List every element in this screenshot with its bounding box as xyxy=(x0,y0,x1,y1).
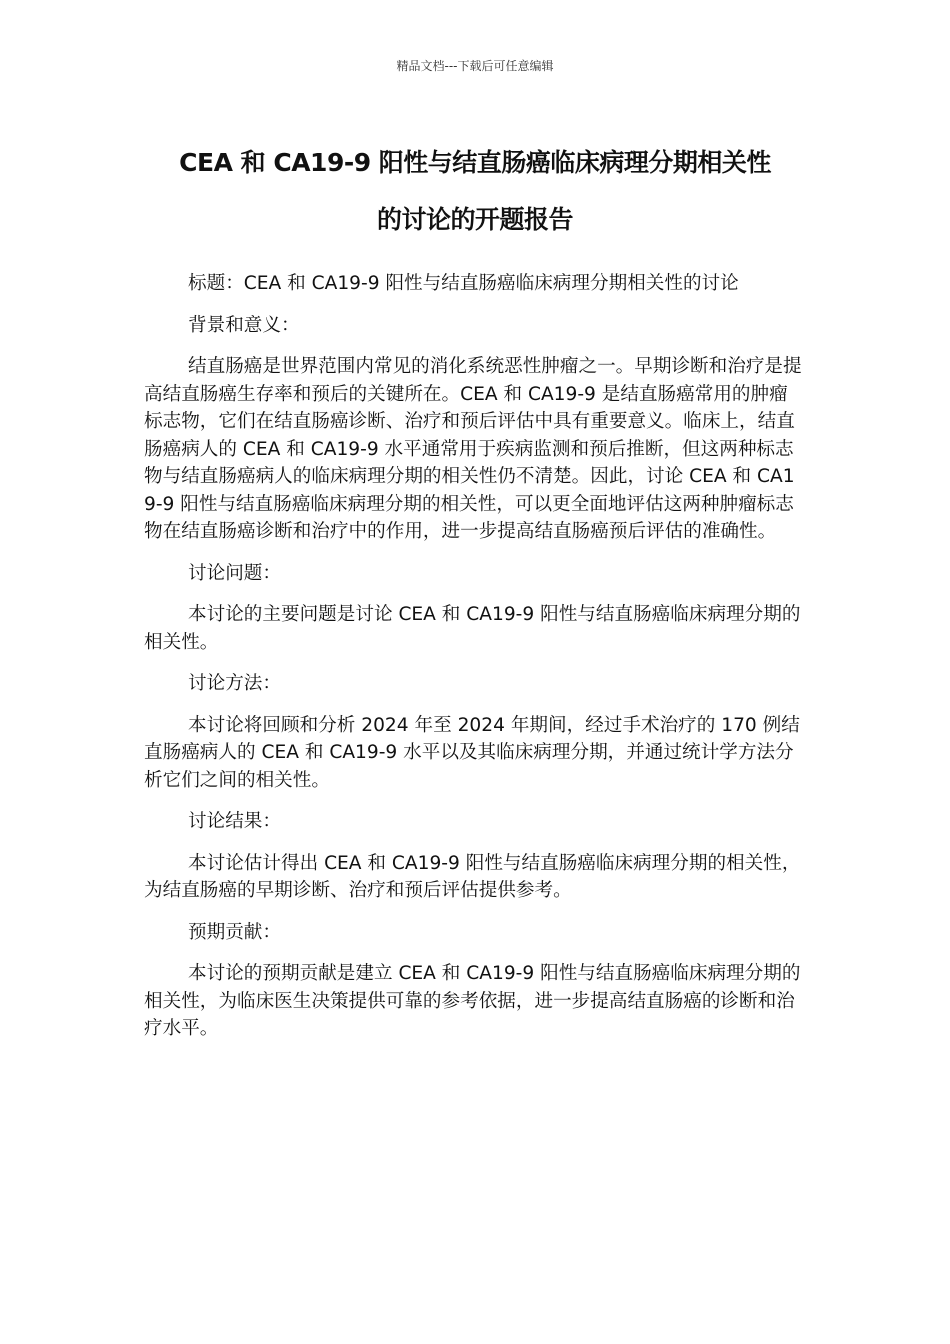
result-heading: 讨论结果： xyxy=(188,811,281,832)
background-paragraph: 结直肠癌是世界范围内常见的消化系统恶性肿瘤之一。早期诊断和治疗是提高结直肠癌生存率和预后的关键所在。CEA 和 CA19-9 是结直肠癌常用的肿瘤标志物，它们在结直肠癌诊断、治疗和预后评估中具有重要意义。临床上，结直肠癌病人的 CEA 和 CA19-9 水平通常用于疾病监测和预后推断，但这两种标志物与结直肠癌病人的临床病理分期的相关性仍不清楚。因此，讨论 CEA 和 CA19-9 阳性与结直肠癌临床病理分期的相关性，可以更全面地评估这两种肿瘤标志物在结直肠癌诊断和治疗中的作用，进一步提高结直肠癌预后评估的准确性。 xyxy=(144,356,802,542)
background-heading: 背景和意义： xyxy=(188,314,300,336)
contribution-paragraph: 本讨论的预期贡献是建立 CEA 和 CA19-9 阳性与结直肠癌临床病理分期的相关性，为临床医生决策提供可靠的参考依据，进一步提高结直肠癌的诊断和治疗水平。 xyxy=(144,963,801,1039)
question-paragraph: 本讨论的主要问题是讨论 CEA 和 CA19-9 阳性与结直肠癌临床病理分期的相关性。 xyxy=(144,604,801,653)
title-line-2: 的讨论的开题报告 xyxy=(376,205,573,234)
contribution-heading: 预期贡献： xyxy=(188,921,281,943)
method-heading: 讨论方法： xyxy=(188,673,281,694)
title-line-1: CEA 和 CA19-9 阳性与结直肠癌临床病理分期相关性 xyxy=(179,148,771,177)
topic-paragraph: 标题：CEA 和 CA19-9 阳性与结直肠癌临床病理分期相关性的讨论 xyxy=(188,273,739,294)
document-title xyxy=(110,134,840,248)
document-body xyxy=(144,270,806,1057)
page-header: 精品文档---下载后可任意编辑 xyxy=(396,59,554,73)
question-heading: 讨论问题： xyxy=(188,562,281,584)
method-paragraph: 本讨论将回顾和分析 2024 年至 2024 年期间，经过手术治疗的 170 例结直肠癌病人的 CEA 和 CA19-9 水平以及其临床病理分期，并通过统计学方法分析它们之间的相关性。 xyxy=(144,714,800,791)
result-paragraph: 本讨论估计得出 CEA 和 CA19-9 阳性与结直肠癌临床病理分期的相关性，为结直肠癌的早期诊断、治疗和预后评估提供参考。 xyxy=(144,852,801,901)
